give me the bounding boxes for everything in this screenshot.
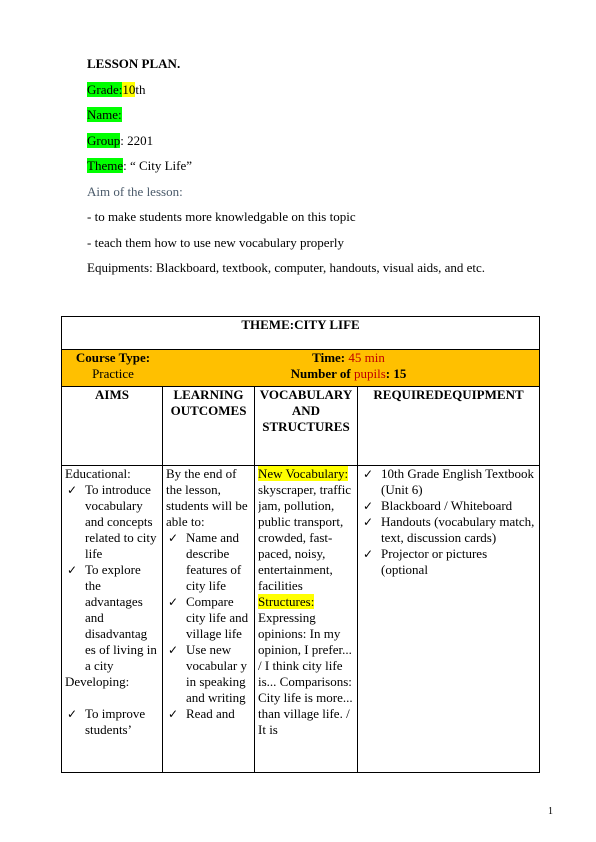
outcome-check-item: ✓ Compare city life and village life [166, 594, 251, 642]
equipment-check-item: ✓ 10th Grade English Textbook (Unit 6) [361, 466, 536, 498]
structures-label: Structures: [258, 594, 315, 609]
theme-value: : “ City Life” [123, 158, 193, 173]
time-value: 45 min [345, 350, 385, 365]
outcomes-intro: By the end of the lesson, students will be able to: [166, 466, 248, 529]
course-type-value: Practice [92, 366, 134, 381]
equipment-check-item: ✓ Handouts (vocabulary match, text, discussion cards) [361, 514, 536, 546]
aim-item: - teach them how to use new vocabulary properly [87, 234, 345, 250]
course-type-label: Course Type: [75, 350, 151, 365]
group-label: Group [87, 132, 121, 148]
name-label: Name: [87, 107, 122, 122]
header-learning-outcomes: LEARNING OUTCOMES [163, 387, 255, 466]
theme-label: Theme [87, 158, 124, 173]
group-line [87, 133, 557, 159]
course-info-row [62, 350, 540, 387]
header-required-equipment: REQUIREDEQUIPMENT [358, 387, 540, 466]
grade-line [87, 82, 557, 108]
aim-heading: Aim of the lesson: [87, 183, 183, 199]
pupils-value: : 15 [385, 366, 407, 381]
outcome-check-item: ✓ Use new vocabular y in speaking and writing [166, 642, 251, 706]
aim-check-item: ✓ To explore the advantages and disadvantag es of living in a city [65, 562, 159, 674]
pupils-word: pupils [350, 366, 386, 381]
table-theme: THEME:CITY LIFE [62, 317, 540, 350]
theme-line [87, 158, 557, 184]
outcome-check-item: ✓ Read and [166, 706, 251, 722]
time-label: Time: [312, 350, 346, 365]
equipment-check-item: ✓ Blackboard / Whiteboard [361, 498, 536, 514]
aims-cell [62, 466, 163, 773]
grade-value: 10 [122, 81, 136, 97]
equipment-line: Equipments: Blackboard, textbook, computer, handouts, visual aids, and etc. [87, 260, 486, 275]
educational-label: Educational: [65, 466, 131, 481]
header-aims: AIMS [62, 387, 163, 466]
grade-suffix: th [135, 81, 146, 97]
new-vocabulary-label: New Vocabulary: [258, 466, 349, 481]
vocabulary-text: skyscraper, traffic jam, pollution, public transport, crowded, fast-paced, noisy, entertainment, facilities [258, 482, 352, 593]
vocabulary-cell [255, 466, 358, 773]
lesson-plan-table [61, 316, 540, 773]
outcomes-cell [163, 466, 255, 773]
group-value: : 2201 [120, 132, 154, 148]
developing-label: Developing: [65, 674, 130, 689]
structures-text: Expressing opinions: In my opinion, I prefer... / I think city life is... Comparisons: City life is more... than village life. / It is [258, 610, 353, 737]
aim-check-item: ✓ To improve students’ [65, 706, 159, 738]
aim-check-item: ✓ To introduce vocabulary and concepts related to city life [65, 482, 159, 562]
page-number: 1 [548, 806, 553, 817]
grade-label: Grade: [87, 81, 123, 97]
lesson-title: LESSON PLAN. [87, 56, 181, 71]
lesson-header [87, 56, 557, 286]
pupils-label: Number of [290, 366, 351, 381]
header-vocabulary: VOCABULARY AND STRUCTURES [255, 387, 358, 466]
aim-item: - to make students more knowledgable on this topic [87, 209, 356, 224]
equipment-check-item: ✓ Projector or pictures (optional [361, 546, 536, 578]
name-line [87, 107, 557, 133]
equipment-cell [358, 466, 540, 773]
outcome-check-item: ✓ Name and describe features of city life [166, 530, 251, 594]
